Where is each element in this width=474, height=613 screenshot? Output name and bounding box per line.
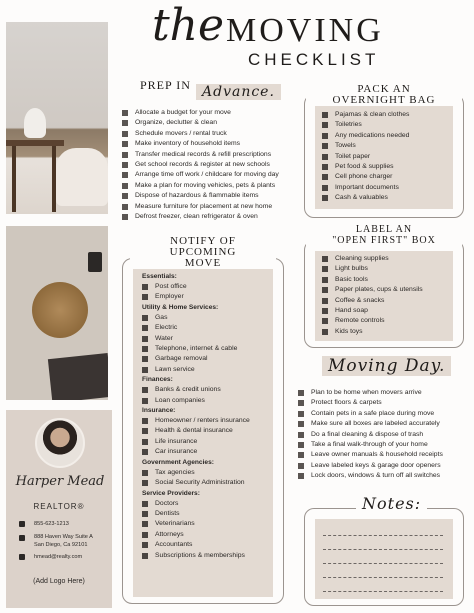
list-item[interactable]: Dentists: [142, 509, 250, 519]
list-item[interactable]: Important documents: [322, 183, 409, 193]
realtor-card: [6, 410, 112, 608]
realtor-address-line2: San Diego, Ca 92101: [34, 542, 88, 548]
notes-line: [323, 591, 443, 592]
list-item[interactable]: Attorneys: [142, 530, 250, 540]
list-item[interactable]: Make a plan for moving vehicles, pets & plants: [122, 181, 279, 191]
list-item[interactable]: Lock doors, windows & turn off all switches: [298, 471, 443, 481]
open-first-heading: [306, 224, 462, 246]
notify-heading: [130, 236, 276, 269]
list-item[interactable]: Pet food & supplies: [322, 162, 409, 172]
group-label: Service Providers:: [142, 489, 200, 497]
realtor-address-line1: 888 Haven Way Suite A: [34, 534, 93, 540]
open-first-heading-line2: "OPEN FIRST" BOX: [332, 235, 436, 246]
list-item[interactable]: Contain pets in a safe place during move: [298, 409, 443, 419]
list-item[interactable]: Arrange time off work / childcare for moving day: [122, 170, 279, 180]
notify-list: [142, 272, 250, 561]
list-item[interactable]: Toiletries: [322, 120, 409, 130]
list-item[interactable]: Towels: [322, 141, 409, 151]
list-item[interactable]: Social Security Administration: [142, 478, 250, 488]
list-item[interactable]: Electric: [142, 323, 250, 333]
logo-placeholder: (Add Logo Here): [33, 578, 85, 585]
list-item[interactable]: Transfer medical records & refill prescriptions: [122, 150, 279, 160]
prep-heading: PREP IN: [140, 78, 191, 92]
list-item[interactable]: Do a final cleaning & dispose of trash: [298, 430, 443, 440]
list-item[interactable]: Get school records & register at new schools: [122, 160, 279, 170]
notes-line: [323, 563, 443, 564]
list-item[interactable]: Measure furniture for placement at new home: [122, 202, 279, 212]
list-item[interactable]: Car insurance: [142, 447, 250, 457]
plate-shape: [32, 282, 88, 338]
list-item[interactable]: Health & dental insurance: [142, 426, 250, 436]
list-item[interactable]: Coffee & snacks: [322, 296, 423, 306]
list-item[interactable]: Life insurance: [142, 437, 250, 447]
list-item[interactable]: Subscriptions & memberships: [142, 551, 250, 561]
list-item[interactable]: Dispose of hazardous & flammable items: [122, 191, 279, 201]
notes-line: [323, 577, 443, 578]
title-script: the: [152, 0, 225, 51]
interior-photo: [6, 22, 108, 214]
list-item[interactable]: Defrost freezer, clean refrigerator & oven: [122, 212, 279, 222]
realtor-email: hmead@realty.com: [34, 554, 83, 560]
list-item[interactable]: Take a final walk-through of your home: [298, 440, 443, 450]
mail-icon: [19, 554, 25, 560]
open-first-list: [322, 254, 423, 337]
group-label: Insurance:: [142, 407, 176, 415]
realtor-phone: 855-623-1213: [34, 521, 69, 527]
overnight-heading-line2: OVERNIGHT BAG: [332, 94, 436, 106]
overnight-heading-line1: PACK AN: [357, 83, 411, 95]
notify-heading-line3: MOVE: [184, 257, 222, 269]
list-item[interactable]: Water: [142, 334, 250, 344]
notebook-shape: [48, 353, 108, 400]
list-item[interactable]: Garbage removal: [142, 354, 250, 364]
list-item[interactable]: Hand soap: [322, 306, 423, 316]
moving-day-heading: Moving Day.: [322, 356, 451, 376]
list-item[interactable]: Organize, declutter & clean: [122, 118, 279, 128]
list-item[interactable]: Pajamas & clean clothes: [322, 110, 409, 120]
list-item[interactable]: Loan companies: [142, 396, 250, 406]
list-item[interactable]: Basic tools: [322, 275, 423, 285]
notes-panel[interactable]: [304, 508, 464, 606]
list-item[interactable]: Employer: [142, 292, 250, 302]
list-item[interactable]: Paper plates, cups & utensils: [322, 285, 423, 295]
list-item[interactable]: Cleaning supplies: [322, 254, 423, 264]
notes-line: [323, 535, 443, 536]
chair-shape: [56, 148, 108, 206]
prep-list: [122, 108, 279, 222]
list-item[interactable]: Tax agencies: [142, 468, 250, 478]
desk-photo: [6, 226, 108, 400]
overnight-heading: [306, 84, 462, 106]
list-item[interactable]: Protect floors & carpets: [298, 398, 443, 408]
list-item[interactable]: Allocate a budget for your move: [122, 108, 279, 118]
list-item[interactable]: Toilet paper: [322, 152, 409, 162]
notes-heading: Notes:: [356, 494, 427, 513]
overnight-list: [322, 110, 409, 204]
clip-shape: [88, 252, 102, 272]
list-item[interactable]: Post office: [142, 282, 250, 292]
list-item[interactable]: Veterinarians: [142, 519, 250, 529]
list-item[interactable]: Light bulbs: [322, 264, 423, 274]
lamp-shape: [24, 108, 46, 138]
list-item[interactable]: Homeowner / renters insurance: [142, 416, 250, 426]
moving-day-list: [298, 388, 443, 482]
list-item[interactable]: Cash & valuables: [322, 193, 409, 203]
list-item[interactable]: Plan to be home when movers arrive: [298, 388, 443, 398]
list-item[interactable]: Lawn service: [142, 365, 250, 375]
list-item[interactable]: Doctors: [142, 499, 250, 509]
avatar: [35, 418, 85, 468]
prep-heading-script: Advance.: [196, 84, 281, 100]
group-label: Finances:: [142, 376, 173, 384]
phone-icon: [19, 521, 25, 527]
group-label: Essentials:: [142, 273, 177, 280]
list-item[interactable]: Telephone, internet & cable: [142, 344, 250, 354]
title-sub: CHECKLIST: [248, 50, 380, 69]
list-item[interactable]: Leave labeled keys & garage door openers: [298, 461, 443, 471]
list-item[interactable]: Make inventory of household items: [122, 139, 279, 149]
location-icon: [19, 535, 25, 541]
table-leg: [12, 146, 16, 212]
list-item[interactable]: Remote controls: [322, 316, 423, 326]
list-item[interactable]: Banks & credit unions: [142, 385, 250, 395]
realtor-name: Harper Mead: [15, 474, 105, 489]
notify-heading-line2: UPCOMING: [169, 246, 237, 258]
title-main: MOVING: [226, 12, 384, 49]
list-item[interactable]: Gas: [142, 313, 250, 323]
notify-heading-line1: NOTIFY OF: [170, 235, 236, 247]
list-item[interactable]: Accountants: [142, 540, 250, 550]
group-label: Government Agencies:: [142, 458, 214, 466]
list-item[interactable]: Kids toys: [322, 327, 423, 337]
list-item[interactable]: Schedule movers / rental truck: [122, 129, 279, 139]
list-item[interactable]: Make sure all boxes are labeled accurately: [298, 419, 443, 429]
list-item[interactable]: Any medications needed: [322, 131, 409, 141]
realtor-title: REALTOR®: [33, 502, 85, 511]
list-item[interactable]: Cell phone charger: [322, 172, 409, 182]
notes-line: [323, 549, 443, 550]
group-label: Utility & Home Services:: [142, 303, 219, 311]
list-item[interactable]: Leave owner manuals & household receipts: [298, 450, 443, 460]
open-first-heading-line1: LABEL AN: [355, 224, 413, 235]
